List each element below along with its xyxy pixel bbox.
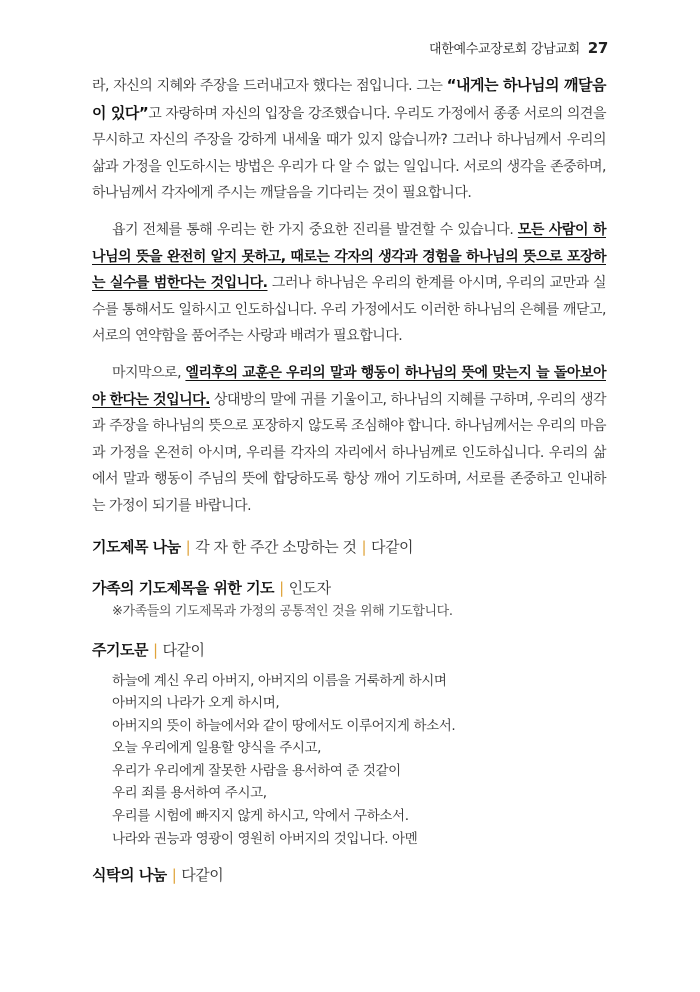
section-leader: 다같이 — [162, 640, 205, 659]
page-header — [429, 38, 608, 57]
prayer-line: 나라와 권능과 영광이 영원히 아버지의 것입니다. 아멘 — [112, 830, 418, 847]
section-title: 주기도문 — [92, 640, 148, 659]
section-title: 식탁의 나눔 — [92, 866, 167, 885]
separator-bar: | — [152, 640, 158, 659]
prayer-line: 우리를 시험에 빠지지 않게 하시고, 악에서 구하소서. — [112, 808, 409, 825]
prayer-line: 오늘 우리에게 일용할 양식을 주시고, — [112, 740, 322, 757]
paragraph-3 — [92, 360, 606, 520]
separator-bar: | — [171, 866, 177, 885]
page-body — [92, 72, 606, 885]
section-lords-prayer — [92, 639, 606, 660]
paragraph-2 — [92, 217, 606, 350]
page-number: 27 — [587, 39, 608, 57]
section-leader: 인도자 — [288, 578, 331, 597]
section-leader: 다같이 — [371, 537, 414, 556]
prayer-line: 우리가 우리에게 잘못한 사람을 용서하여 준 것같이 — [112, 762, 401, 779]
p3-emphasis: 엘리후의 교훈은 우리의 말과 행동이 하나님의 뜻에 맞는지 늘 돌아보아야 한다는 것입니다. — [92, 364, 606, 408]
p2-text-a: 욥기 전체를 통해 우리는 한 가지 중요한 진리를 발견할 수 있습니다. — [112, 221, 518, 238]
p3-text-a: 마지막으로, — [112, 364, 186, 381]
church-name: 대한예수교장로회 강남교회 — [428, 42, 580, 57]
lords-prayer-text — [112, 670, 606, 851]
section-title: 기도제목 나눔 — [92, 537, 181, 556]
p2-emphasis: 모든 사람이 하나님의 뜻을 완전히 알지 못하고, 때로는 각자의 생각과 경험을 하나님의 뜻으로 포장하는 실수를 범한다는 것입니다. — [92, 221, 606, 292]
separator-bar: | — [185, 537, 191, 556]
paragraph-1 — [92, 72, 606, 207]
section-meal — [92, 864, 606, 885]
p3-text-b: 상대방의 말에 귀를 기울이고, 하나님의 지혜를 구하며, 우리의 생각과 주장을 하나님의 뜻으로 포장하지 않도록 조심해야 합니다. 하나님께서는 우리의 마음과 가정을 온전히 아시며, 우리를 각자의 자리에서 하나님께로 인도하십니다. 우리의 삶에서 말과 행동이 주님의 뜻에 합당하도록 항상 깨어 기도하며, 서로를 존중하고 인내하는 가정이 되기를 바랍니다. — [92, 391, 606, 514]
p2-text-b: 그러나 하나님은 우리의 한계를 아시며, 우리의 교만과 실수를 통해서도 일하시고 인도하십니다. 우리 가정에서도 이러한 하나님의 은혜를 깨닫고, 서로의 연약함을 품어주는 사랑과 배려가 필요합니다. — [92, 275, 606, 345]
separator-bar: | — [361, 537, 367, 556]
separator-bar: | — [279, 578, 284, 597]
section-desc: 각 자 한 주간 소망하는 것 — [195, 537, 357, 556]
prayer-line: 우리 죄를 용서하여 주시고, — [112, 785, 267, 802]
section-prayer-topics — [92, 536, 606, 557]
family-prayer-note: ※가족들의 기도제목과 가정의 공통적인 것을 위해 기도합니다. — [112, 603, 453, 619]
prayer-line: 아버지의 뜻이 하늘에서와 같이 땅에서도 이루어지게 하소서. — [112, 717, 456, 734]
p1-text-a: 라, 자신의 지혜와 주장을 드러내고자 했다는 점입니다. 그는 — [92, 78, 447, 94]
p1-quote: “내게는 하나님의 깨달음이 있다” — [92, 76, 606, 122]
p1-text-b: 고 자랑하며 자신의 입장을 강조했습니다. 우리도 가정에서 종종 서로의 의견을 무시하고 자신의 주장을 강하게 내세울 때가 있지 않습니까? 그러나 하나님께서 우리의 삶과 가정을 인도하시는 방법은 우리가 다 알 수 없는 일입니다. 서로의 생각을 존중하며, 하나님께서 각자에게 주시는 깨달음을 기다리는 것이 필요합니다. — [92, 105, 606, 202]
prayer-line: 아버지의 나라가 오게 하시며, — [112, 695, 280, 712]
section-family-prayer — [92, 577, 606, 598]
section-title: 가족의 기도제목을 위한 기도 — [92, 578, 275, 597]
section-leader: 다같이 — [181, 866, 224, 885]
prayer-line: 하늘에 계신 우리 아버지, 아버지의 이름을 거룩하게 하시며 — [112, 672, 447, 689]
